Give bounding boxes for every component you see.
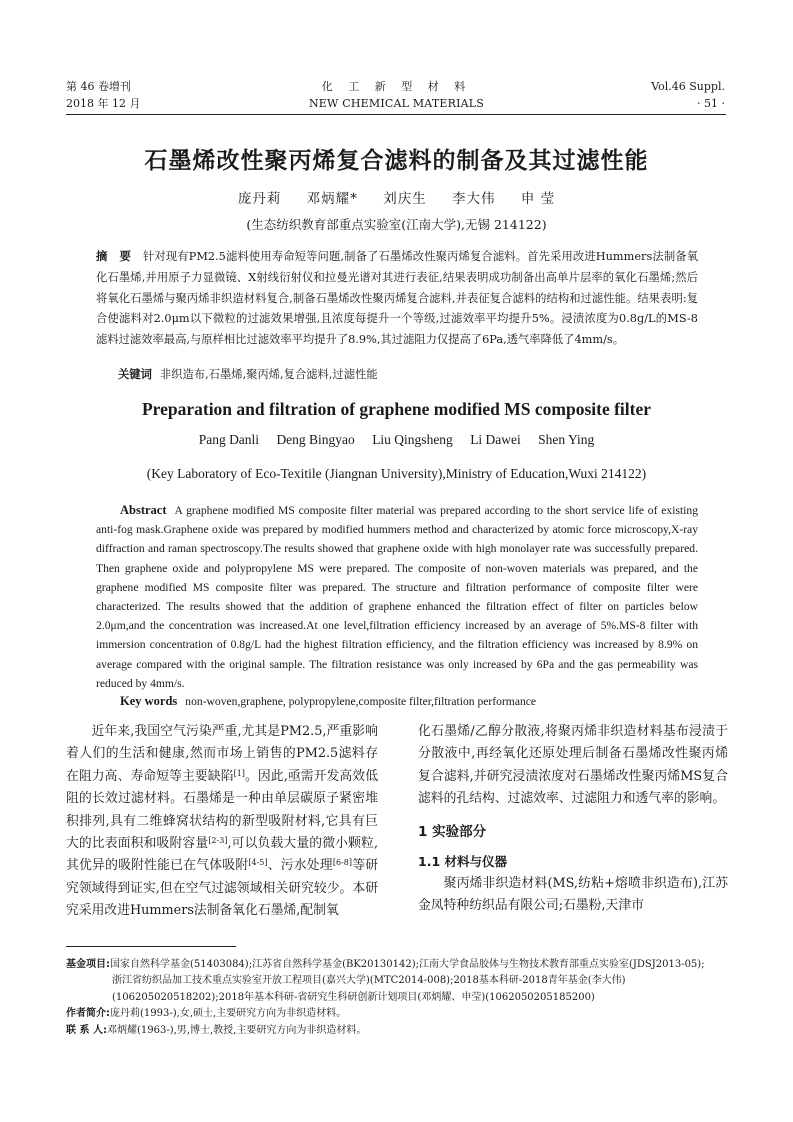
contact-note: 联 系 人:邓炳耀(1963-),男,博士,教授,主要研究方向为非织造材料。 [66,1024,367,1036]
keywords-cn-text: 非织造布,石墨烯,聚丙烯,复合滤料,过滤性能 [159,368,378,381]
affiliation-cn: (生态纺织教育部重点实验室(江南大学),无锡 214122) [246,217,547,232]
body-column-right [418,721,728,917]
subsection-heading: 1.1 材料与仪器 [418,853,507,869]
materials-paragraph: 聚丙烯非织造材料(MS,纺粘+熔喷非织造布),江苏金凤特种纺织品有限公司;石墨粉,天津市 [418,875,728,914]
abstract-cn [96,247,698,351]
author-cn: 刘庆生 [383,191,427,207]
author-cn: 申 莹 [520,191,556,207]
paper-title-en: Preparation and filtration of graphene modified MS composite filter [141,399,652,419]
keywords-cn-label: 关键词 [118,368,152,381]
citation-ref[interactable]: [4-5] [248,858,268,868]
intro-paragraph-continued: 化石墨烯/乙醇分散液,将聚丙烯非织造材料基布浸渍于分散液中,再经氧化还原处理后制备石墨烯改性聚丙烯复合滤料,并研究浸渍浓度对石墨烯改性聚丙烯MS复合滤料的孔结构、过滤效率、过滤阻力和透气率的影响。 [418,724,728,807]
author-list-en [0,432,793,448]
citation-ref[interactable]: [6-8] [332,858,352,868]
body-column-left [66,721,378,923]
page-number: · 51 · [697,97,725,110]
citation-ref[interactable]: [2-3] [208,836,228,846]
keywords-en-text: non-woven,graphene, polypropylene,composite filter,filtration performance [185,695,537,708]
header-rule [66,114,726,115]
author-en: Liu Qingsheng [372,432,453,447]
author-en: Pang Danli [198,432,260,447]
abstract-en [96,501,698,693]
footnote-rule [66,946,236,947]
author-en: Shen Ying [538,432,595,447]
volume-cn: 第 46 卷增刊 [66,80,131,93]
running-header-right [651,78,725,112]
abstract-cn-text: 针对现有PM2.5滤料使用寿命短等问题,制备了石墨烯改性聚丙烯复合滤料。首先采用改进Hummers法制备氧化石墨烯,并用原子力显微镜、X射线衍射仪和拉曼光谱对其进行表征,结果表明成功制备出高单片层率的氧化石墨烯;然后将氧化石墨烯与聚丙烯非织造材料复合,制备石墨烯改性聚丙烯复合滤料,并表征复合滤料的结构和过滤性能。结果表明:复合使滤料对2.0μm以下微粒的过滤效果增强,且浓度每提升一个等级,过滤效率平均提升5%。浸渍浓度为0.8g/L的MS-8滤料过滤效率最高,与原样相比过滤效率平均提升了8.9%,其过滤阻力仅提高了6Pa,透气率降低了4mm/s。 [96,250,699,347]
citation-ref[interactable]: [1] [233,768,245,778]
intro-paragraph: 近年来,我国空气污染严重,尤其是PM2.5,严重影响着人们的生活和健康,然而市场上销售的PM2.5滤料存在阻力高、寿命短等主要缺陷[1]。因此,亟需开发高效低阻的长效过滤材料。石墨烯是一种由单层碳原子紧密堆积排列,具有二维蜂窝状结构的新型吸附材料,它具有巨大的比表面积和吸附容量[2-3],可以负载大量的微小颗粒,其优异的吸附性能已在气体吸附[4-5]、污水处理[6-8]等研究领域得到证实,但在空气过滤领域相关研究较少。本研究采用改进Hummers法制备氧化石墨烯,配制氧 [66,724,379,919]
section-heading: 1 实验部分 [418,823,487,840]
keywords-en-label: Key words [120,694,178,708]
footnotes [66,957,728,1039]
author-list-cn [0,187,793,207]
abstract-cn-label: 摘 要 [96,250,135,263]
affiliation-en: (Key Laboratory of Eco-Texitile (Jiangnan University),Ministry of Education,Wuxi 214122) [146,466,647,481]
volume-en: Vol.46 Suppl. [651,80,725,93]
journal-name-cn: 化 工 新 型 材 料 [321,80,472,93]
keywords-cn [118,366,698,384]
author-cn: 庞丹莉 [237,191,282,207]
author-en: Deng Bingyao [276,432,355,447]
journal-name-en: NEW CHEMICAL MATERIALS [308,97,485,110]
author-cn: 邓炳耀* [306,191,358,207]
author-cn: 李大伟 [452,191,496,207]
author-bio-note: 作者简介:庞丹莉(1993-),女,硕士,主要研究方向为非织造材料。 [66,1008,347,1020]
abstract-en-label: Abstract [120,503,167,517]
date-cn: 2018 年 12 月 [66,97,141,110]
funding-note: 基金项目:国家自然科学基金(51403084);江苏省自然科学基金(BK20130142);江南大学食品胶体与生物技术教育部重点实验室(JDSJ2013-05); [66,959,705,970]
paper-title-cn: 石墨烯改性聚丙烯复合滤料的制备及其过滤性能 [144,148,649,174]
funding-note-line: 浙江省纺织品加工技术重点实验室开放工程项目(嘉兴大学)(MTC2014-008);2018基本科研-2018青年基金(李大伟) [112,975,626,987]
keywords-en [120,692,700,711]
funding-note-line: (106205020518202);2018年基本科研-省研究生科研创新计划项目(邓炳耀、申莹)(1062050205185200) [112,991,595,1003]
author-en: Li Dawei [470,432,521,447]
abstract-en-text: A graphene modified MS composite filter material was prepared according to the short service life of existing anti-fog mask.Graphene oxide was prepared by modified hummers method and characterized by atomic force microscopy,X-ray diffraction and raman spectroscopy.The results showed that graphene oxide with high monolayer rate was successfully prepared. Then graphene oxide and polypropylene MS were prepared. The composite of non-woven materials was prepared, and the graphene modified MS composite filter was prepared. The structure and filtration performance of composite filter were characterized. The results showed that the addition of graphene enhanced the filtration effect of filter on particles below 2.0μm,and the concentration was increased.At one level,filtration efficiency increased by an average of 5%.MS-8 filter with immersion concentration of 0.8g/L had the highest filtration efficiency, and the filtration efficiency was increased by 8.9% on average compared with the original sample. The filtration resistance was only increased by 6Pa and the gas permeability was reduced by 4mm/s. [96,504,698,690]
